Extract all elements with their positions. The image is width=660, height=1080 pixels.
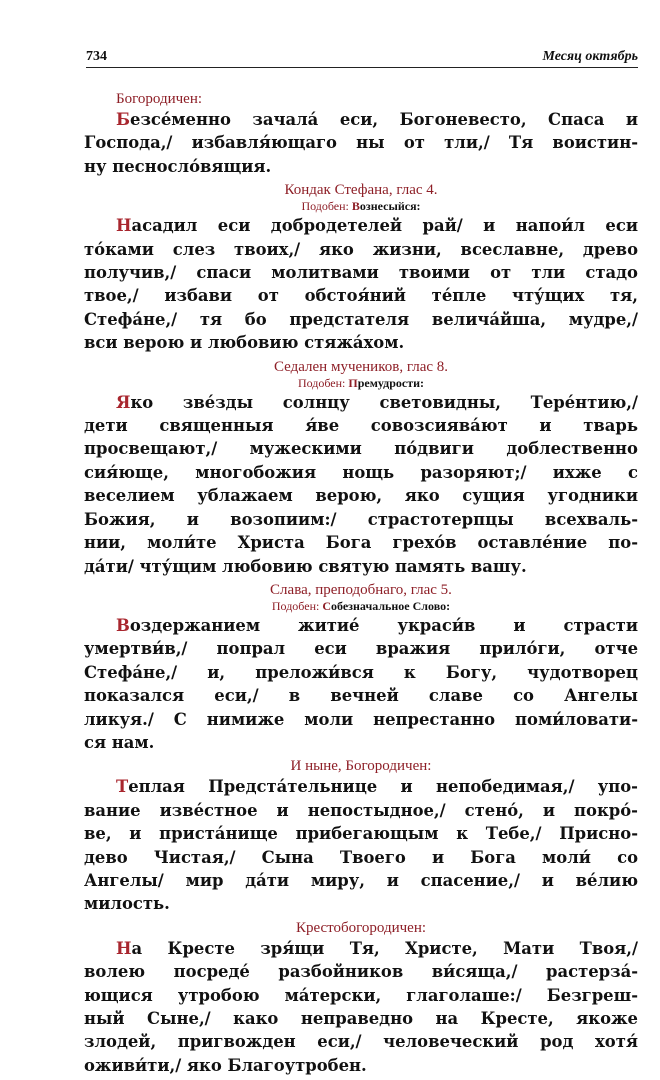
drop-initial: Н [116,938,132,958]
hymn-line-text: умертви́в,/ попрал еси вражия прило́ги, отче [84,639,638,659]
hymn-line-text: сия́юще, многобожия нощь разоряют;/ ихже с [84,462,638,482]
hymn-line-text: Ангелы/ мир да́ти миру, и спасение,/ и ве́лию [84,870,638,890]
hymn-line [84,214,638,237]
section-heading: Седален мучеников, глас 8. [273,358,449,375]
hymn-line-text: получив,/ спаси молитвами твоими от тли стадо [84,263,638,283]
hymn-line-text: оживи́ти,/ яко Благоутробен. [84,1055,367,1075]
drop-initial: Я [116,392,131,412]
podoben-label: Подобен: [297,375,346,390]
section-heading: И ныне, Богородичен: [290,758,432,775]
section-heading: Крестобогородичен: [295,919,427,936]
hymn-line-text: ся нам. [84,732,155,752]
hymn-line [84,937,638,960]
hymn-line [84,822,638,845]
hymn-line [84,984,638,1007]
hymn-line [84,108,638,131]
hymn-line [84,892,638,915]
hymn-line-text: ликуя./ С нимиже моли непрестанно поми́ловати- [84,709,638,729]
hymn-line [84,284,638,307]
hymn-line [84,614,638,637]
hymn-line-text: волею посреде́ разбойников ви́сяща,/ растерза́- [84,962,638,982]
podoben-initial: В [351,199,360,214]
hymn-line [84,508,638,531]
hymn-line [84,461,638,484]
hymn-line [84,684,638,707]
hymn-line-text: злодей, пригвожден еси,/ человеческий род хотя́ [84,1032,638,1052]
hymn-line [84,238,638,261]
hymn-line [84,708,638,731]
podoben-label: Подобен: [301,199,349,214]
hymn-line [84,960,638,983]
hymn-line-text: Стефа́не,/ и, преложи́вся к Богу, чудотворец [84,662,638,682]
hymn-line-text: просвещают,/ мужескими по́двиги доблественно [84,439,638,459]
hymn-line [84,555,638,578]
drop-initial: В [116,615,130,635]
drop-initial: Н [116,216,132,236]
podoben-line [84,199,638,213]
hymn-line [84,1030,638,1053]
podoben-melody: ознесыйся: [359,199,421,214]
hymn-line-text: Господа,/ избавля́ющаго ны от тли,/ Тя воистин- [84,133,638,153]
hymn-line [84,414,638,437]
hymn-line-text: вание изве́стное и непостыдное,/ стено́, и покро́- [84,800,638,820]
hymn-line-text: ный Сыне,/ како неправедно на Кресте, якоже [84,1009,638,1028]
hymn-line [84,799,638,822]
hymn-line-text: то́ками слез твоих,/ яко жизни, всеславне, древо [84,239,638,259]
hymn-line [84,846,638,869]
hymn-line [84,775,638,798]
page-number: 734 [86,49,107,64]
drop-initial: Т [116,777,129,797]
hymn-text [84,108,638,178]
hymn-line-text: Божия, и возопиим:/ страстотерпцы всехваль- [84,509,638,529]
hymn-line-text: твое,/ избави от обстоя́ний те́пле чту́щих тя, [84,286,638,306]
drop-initial: Б [116,110,131,129]
hymn-line [84,661,638,684]
hymn-line-text: дети священныя я́ве совозсиява́ют и тварь [84,416,638,436]
podoben-melody: ремудрости: [357,375,425,390]
podoben-line [84,599,638,613]
hymn-line-text: ко зве́зды солнцу световидны, Тере́нтию,/ [130,392,638,412]
hymn-line-text: Стефа́не,/ тя бо предстателя велича́йша, мудре,/ [84,309,638,329]
hymn-line [84,869,638,892]
hymn-line [84,155,638,178]
hymn-line-text: милость. [84,894,170,914]
hymn-line [84,637,638,660]
page-content [84,90,638,1080]
hymn-line [84,1007,638,1030]
hymn-line [84,1054,638,1077]
hymn-line [84,261,638,284]
hymn-line-text: нии, моли́те Христа Бога грехо́в оставле́ние по- [84,533,638,553]
hymn-text [84,937,638,1077]
podoben-initial: П [348,375,358,390]
hymn-text [84,614,638,754]
hymn-line-text: ве, и приста́нище прибегающым к Тебе,/ Присно- [84,824,638,844]
hymn-line [84,308,638,331]
hymn-line [84,131,638,154]
hymn-line-text: показался еси,/ в вечней славе со Ангелы [84,686,638,706]
section-heading: Богородичен: [116,91,203,107]
hymn-line-text: да́ти/ чту́щим любовию святую память вашу. [84,556,527,576]
hymn-line [84,484,638,507]
podoben-line [84,376,638,390]
hymn-line-text: вси верою и любовию стяжа́хом. [84,333,405,353]
running-title: Месяц октябрь [542,49,638,64]
hymn-line-text: асадил еси добродетелей рай/ и напои́л еси [131,216,638,236]
hymn-line-text: еплая Предста́тельнице и непобедимая,/ упо- [128,777,638,797]
page-header [86,38,638,68]
hymn-line-text: ну песносло́вящия. [84,156,272,176]
hymn-text [84,214,638,354]
hymn-line-text: оздержанием житие́ украси́в и страсти [129,615,638,635]
podoben-melody: обезначальное Слово: [331,598,451,613]
hymn-line [84,437,638,460]
hymn-line-text: веселием ублажаем верою, яко сущия угодники [84,486,638,506]
hymn-line [84,391,638,414]
section-heading: Кондак Стефана, глас 4. [284,182,438,199]
hymn-line [84,531,638,554]
hymn-text [84,775,638,915]
podoben-label: Подобен: [271,598,320,613]
hymn-line-text: дево Чистая,/ Сына Твоего и Бога моли́ со [84,847,638,867]
hymn-line-text: езсе́менно зачала́ еси, Богоневесто, Спаса и [130,110,638,129]
hymn-line [84,731,638,754]
hymn-line-text: ющися утробою ма́терски, глаголаше:/ Безгреш- [84,985,638,1005]
podoben-initial: С [322,598,332,613]
section-heading: Слава, преподобнаго, глас 5. [270,581,452,598]
hymn-text [84,391,638,578]
hymn-line-text: а Кресте зря́щи Тя, Христе, Мати Твоя,/ [131,938,638,958]
hymn-line [84,331,638,354]
